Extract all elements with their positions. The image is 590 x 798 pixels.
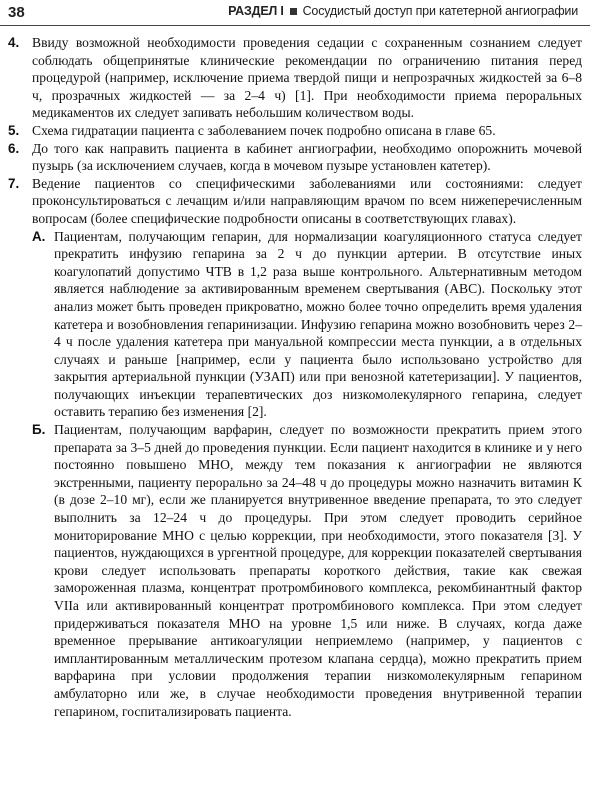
header-rule — [0, 25, 590, 26]
item-number: 7. — [8, 175, 20, 191]
item-text: До того как направить пациента в кабинет ангиографии, необходимо опорожнить мочевой пузырь (за исключением случаев, когда в мочевом пузыре установлен катетер). — [32, 140, 582, 174]
item-text: Ввиду возможной необходимости проведения седации с сохраненным сознанием следует соблюдать общепринятые клинические рекомендации по ограничению питания перед процедурой (например, исключение приема твердой пищи и непрозрачных жидкостей за 6–8 ч, прозрачных жидкостей — за 2–4 ч) [1]. При необходимости приема пероральных медикаментов их следует запивать небольшим количеством воды. — [32, 35, 582, 121]
list-item-6 — [8, 140, 582, 175]
body-text — [8, 34, 582, 720]
sub-item-text: Пациентам, получающим гепарин, для нормализации коагуляционного статуса следует прекратить инфузию гепарина за 2 ч до пункции артерии. В отсутствие иных коагулопатий допустимо ЧТВ в 1,2 раза выше контрольного. Альтернативным методом является наблюдение за активированным временем свертывания (АВС). Поскольку этот анализ может быть проведен прикроватно, можно более точно определить время удаления катетера и возобновления гепаринизации. Инфузию гепарина можно возобновить через 2–4 ч после удаления катетера при мануальной компрессии места пункции, а в отдельных случаях и раньше [например, если у пациента было использовано устройство для закрытия артериальной пункции (УЗАП) или при венозной катетеризации]. У пациентов, получающих инъекции терапевтических доз низкомолекулярного гепарина, следует оставить терапию без изменения [2]. — [54, 228, 582, 420]
list-item-5 — [8, 122, 582, 140]
sub-item-a — [32, 228, 582, 422]
item-text: Ведение пациентов со специфическими заболеваниями или состояниями: следует проконсультироваться с лечащим и/или направляющим врачом по всем нижеперечисленным вопросам (более специфические подробности описаны в соответствующих главах). — [32, 175, 582, 226]
list-item-4 — [8, 34, 582, 122]
separator-square-icon — [290, 8, 297, 15]
sub-item-b — [32, 421, 582, 720]
sub-item-text: Пациентам, получающим варфарин, следует по возможности прекратить прием этого препарата за 3–5 дней до проведения пункции. Если пациент находится в клинике и у него постоянно повышено МНО, между тем показания к ангиографии не являются экстренными, пациенту перорально за 24–48 ч до процедуры можно назначить витамин К (в дозе 2–10 мг), если же планируется внутривенное введение препарата, то это следует выполнить за 12–24 ч до процедуры. При этом следует проводить серийное мониторирование МНО с целью коррекции, при необходимости, этого показателя [3]. У пациентов, нуждающихся в ургентной процедуре, для коррекции показателей свертывания крови следует использовать препараты короткого действия, такие как свежая замороженная плазма, концентрат протромбинового комплекса, рекомбинантный фактор VIIa или активированный концентрат протромбинового комплекса. При этом следует придерживаться показателя МНО на уровне 1,5 или ниже. В случаях, когда даже временное прерывание антикоагуляции неприемлемо (например, у пациентов с имплантированным металлическим протезом клапана сердца), можно прекратить прием варфарина при условии продолжения терапии низкомолекулярным гепарином амбулаторно или же, в случае необходимости проведения внутривенной терапии гепарином, госпитализировать пациента. — [54, 422, 582, 719]
sub-item-letter: Б. — [32, 422, 46, 438]
section-label: РАЗДЕЛ I — [228, 4, 284, 18]
item-number: 6. — [8, 140, 20, 156]
chapter-title: Сосудистый доступ при катетерной ангиографии — [302, 4, 578, 18]
item-number: 5. — [8, 122, 20, 138]
sub-item-letter: А. — [32, 228, 46, 244]
item-number: 4. — [8, 35, 20, 50]
header-section-title — [228, 4, 578, 18]
item-text: Схема гидратации пациента с заболеванием почек подробно описана в главе 65. — [32, 122, 496, 138]
page-number: 38 — [8, 4, 25, 21]
running-header — [0, 0, 590, 28]
list-item-7 — [8, 175, 582, 228]
